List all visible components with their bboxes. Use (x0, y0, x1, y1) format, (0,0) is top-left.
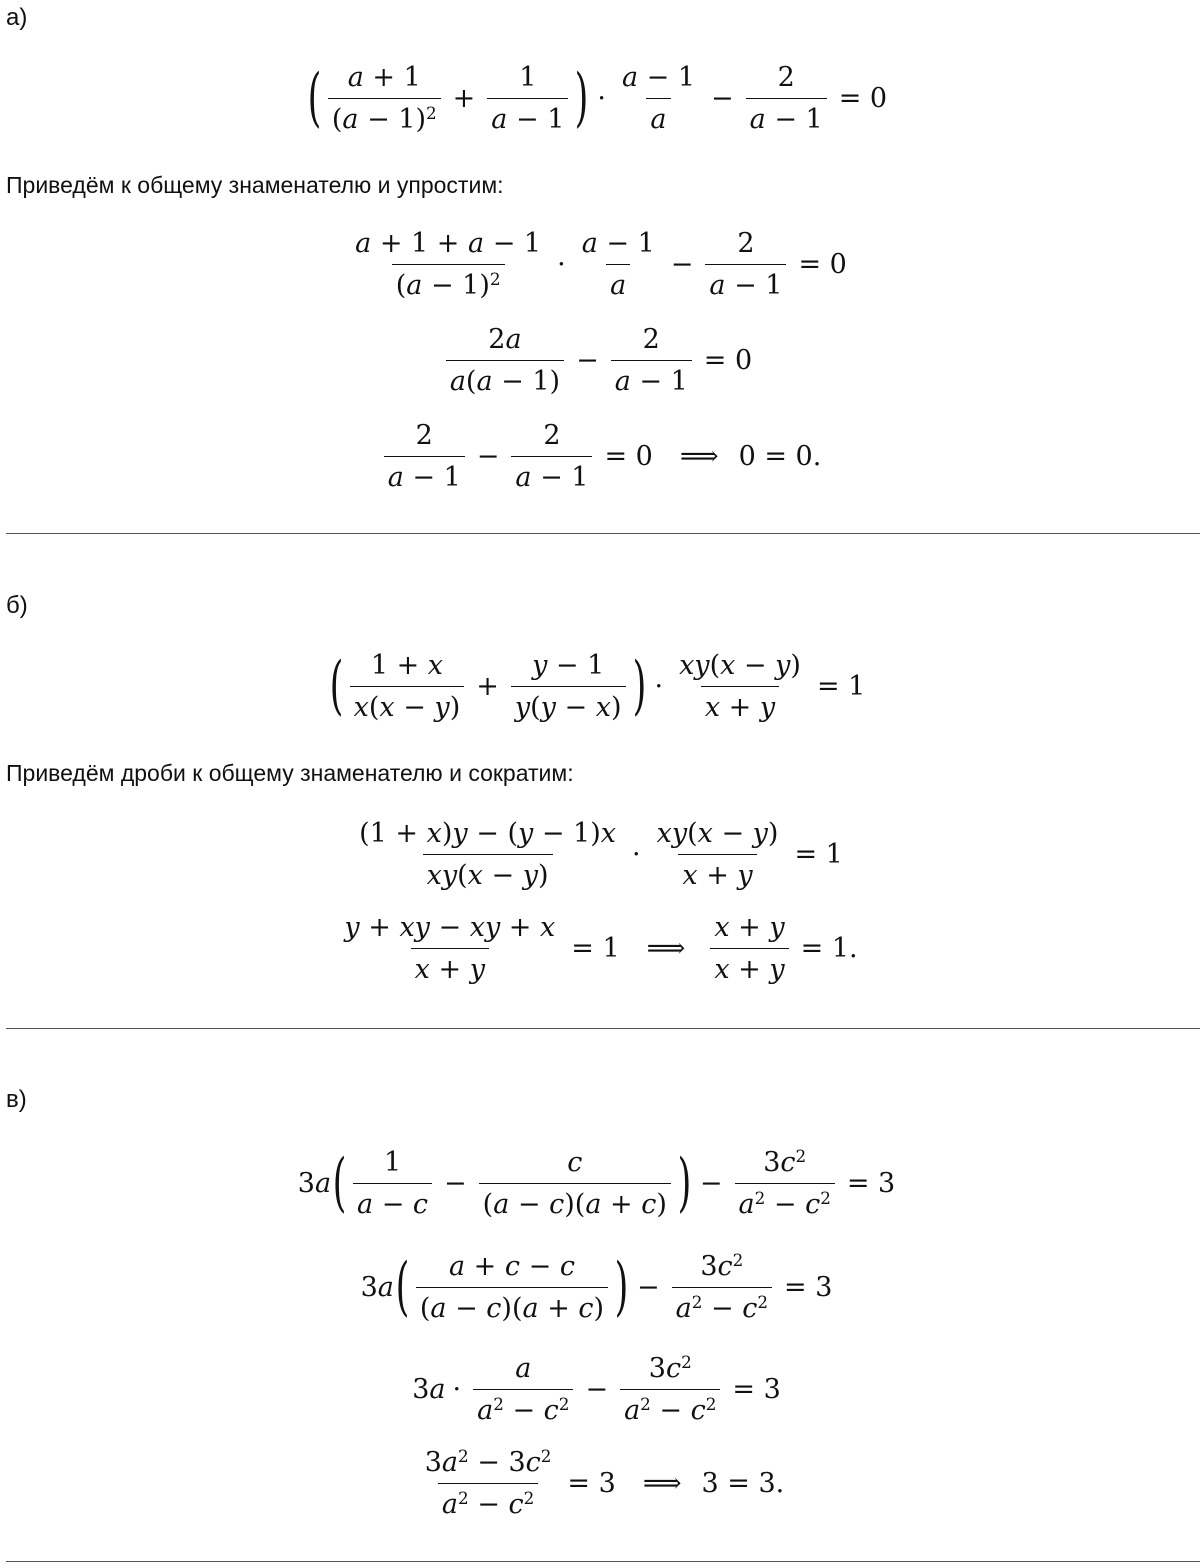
section-divider (6, 533, 1200, 534)
section-divider (6, 1028, 1200, 1029)
part-b-equation-2: $\frac{(1 + x)y - (y - 1)x}{xy(x - y)}$ · $\frac{xy(x - y)}{x + y}$ = 1 (359, 817, 843, 891)
part-b-instruction: Приведём дроби к общему знаменателю и сократим: (6, 760, 574, 786)
part-a-instruction: Приведём к общему знаменателю и упростим: (6, 172, 504, 198)
part-b-label: б) (6, 592, 28, 619)
part-c-label: в) (6, 1086, 27, 1113)
section-divider (6, 1561, 1200, 1562)
part-a-label: а) (6, 4, 28, 31)
part-a-equation-1: ( $\frac{a + 1}{(a - 1)^2}$ + $\frac{1}{a - 1}$ ) · $\frac{a - 1}{a}$ − $\frac{2}{a - 1}$ = 0 (307, 61, 888, 135)
part-c-equation-3: 3a · $\frac{a}{a^2 - c^2}$ − $\frac{3c^2}{a^2 - c^2}$ = 3 (412, 1351, 781, 1426)
part-b-equation-3: $\frac{y + xy - xy + x}{x + y}$ = 1 ⟹ $\frac{x + y}{x + y}$ = 1. (344, 911, 858, 985)
part-b-equation-1: ( $\frac{1 + x}{x(x - y)}$ + $\frac{y - 1}{y(y - x)}$ ) · $\frac{xy(x - y)}{x + y}$ = 1 (329, 649, 866, 723)
part-c-equation-2: 3a ( $\frac{a + c - c}{(a - c)(a + c)}$ ) − $\frac{3c^2}{a^2 - c^2}$ = 3 (360, 1249, 833, 1324)
part-c-equation-4: $\frac{3a^2 - 3c^2}{a^2 - c^2}$ = 3 ⟹ 3 = 3. (424, 1445, 785, 1520)
part-a-equation-3: $\frac{2a}{a(a - 1)}$ − $\frac{2}{a - 1}$ = 0 (0, 318, 1200, 402)
part-a-equation-4: $\frac{2}{a - 1}$ − $\frac{2}{a - 1}$ = 0 ⟹ 0 = 0. (0, 414, 1200, 498)
part-c-equation-1: 3a ( $\frac{1}{a - c}$ − $\frac{c}{(a - c)(a + c)}$ ) − $\frac{3c^2}{a^2 - c^2}$ = 3 (297, 1145, 896, 1220)
part-a-equation-2: $\frac{a + 1 + a - 1}{(a - 1)^2}$ · $\frac{a - 1}{a}$ − $\frac{2}{a - 1}$ = 0 (355, 227, 847, 301)
